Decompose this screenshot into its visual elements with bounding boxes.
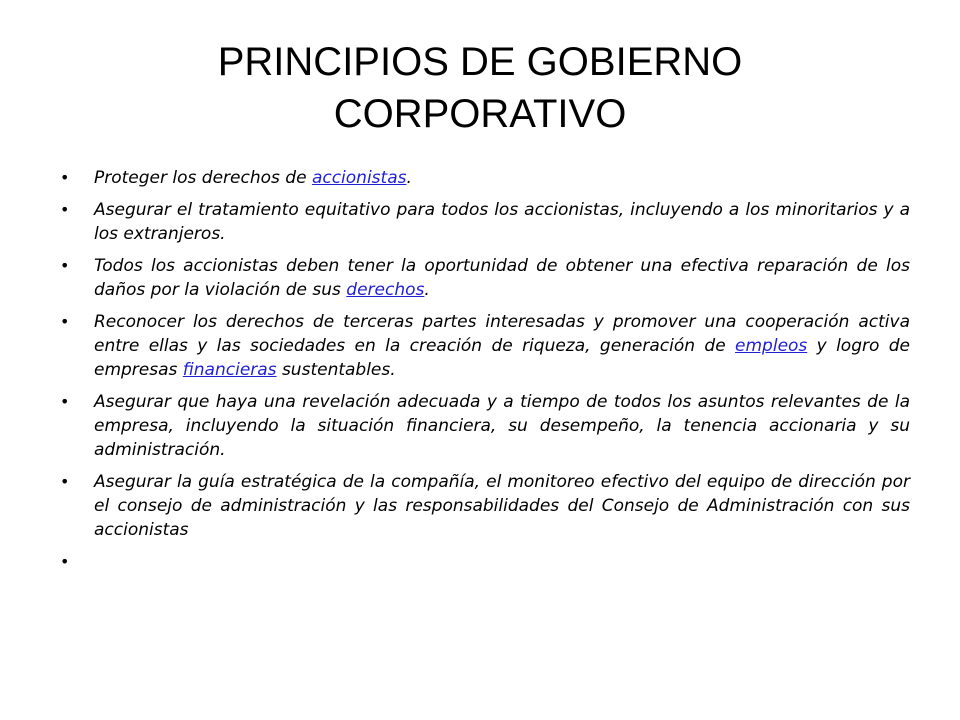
bullet-marker: •: [60, 552, 70, 571]
bullet-item-5: [60, 390, 910, 462]
link-derechos[interactable]: derechos: [346, 280, 425, 300]
bullet-text: Proteger los derechos de: [94, 168, 312, 188]
bullet-marker: •: [60, 256, 70, 275]
bullet-text-end: .: [406, 168, 412, 188]
bullet-text-middle: y logro de empresas: [94, 336, 910, 380]
slide-title: PRINCIPIOS DE GOBIERNO CORPORATIVO: [217, 40, 743, 136]
bullet-item-2: [60, 198, 910, 246]
link-empleos[interactable]: empleos: [735, 336, 808, 356]
bullet-marker: •: [60, 392, 70, 411]
bullet-marker: •: [60, 168, 70, 187]
bullet-item-3: [60, 254, 910, 302]
bullet-text-end: .: [424, 280, 430, 300]
bullet-text: Todos los accionistas deben tener la oportunidad de obtener una efectiva reparación de los daños por la violación de sus: [94, 256, 910, 300]
bullet-marker: •: [60, 312, 70, 331]
bullet-marker: •: [60, 200, 70, 219]
bullet-item-7-empty: [60, 550, 910, 574]
bullet-item-4: [60, 310, 910, 382]
bullet-text-end: sustentables.: [276, 360, 396, 380]
bullet-text: Asegurar que haya una revelación adecuada y a tiempo de todos los asuntos relevantes de la empresa, incluyendo la situación financiera, su desempeño, la tenencia accionaria y su administración.: [94, 392, 910, 460]
bullet-marker: •: [60, 472, 70, 491]
bullet-text: Asegurar la guía estratégica de la compañía, el monitoreo efectivo del equipo de dirección por el consejo de administración y las responsabilidades del Consejo de Administración con sus accionistas: [94, 472, 910, 540]
bullet-text: Reconocer los derechos de terceras partes interesadas y promover una cooperación activa entre ellas y las sociedades en la creación de riqueza, generación de: [94, 312, 910, 356]
bullet-list: [60, 166, 910, 582]
link-accionistas[interactable]: accionistas: [311, 168, 407, 188]
bullet-text: Asegurar el tratamiento equitativo para todos los accionistas, incluyendo a los minoritarios y a los extranjeros.: [94, 200, 910, 244]
bullet-item-6: [60, 470, 910, 542]
bullet-item-1: [60, 166, 910, 190]
link-financieras[interactable]: financieras: [182, 360, 277, 380]
